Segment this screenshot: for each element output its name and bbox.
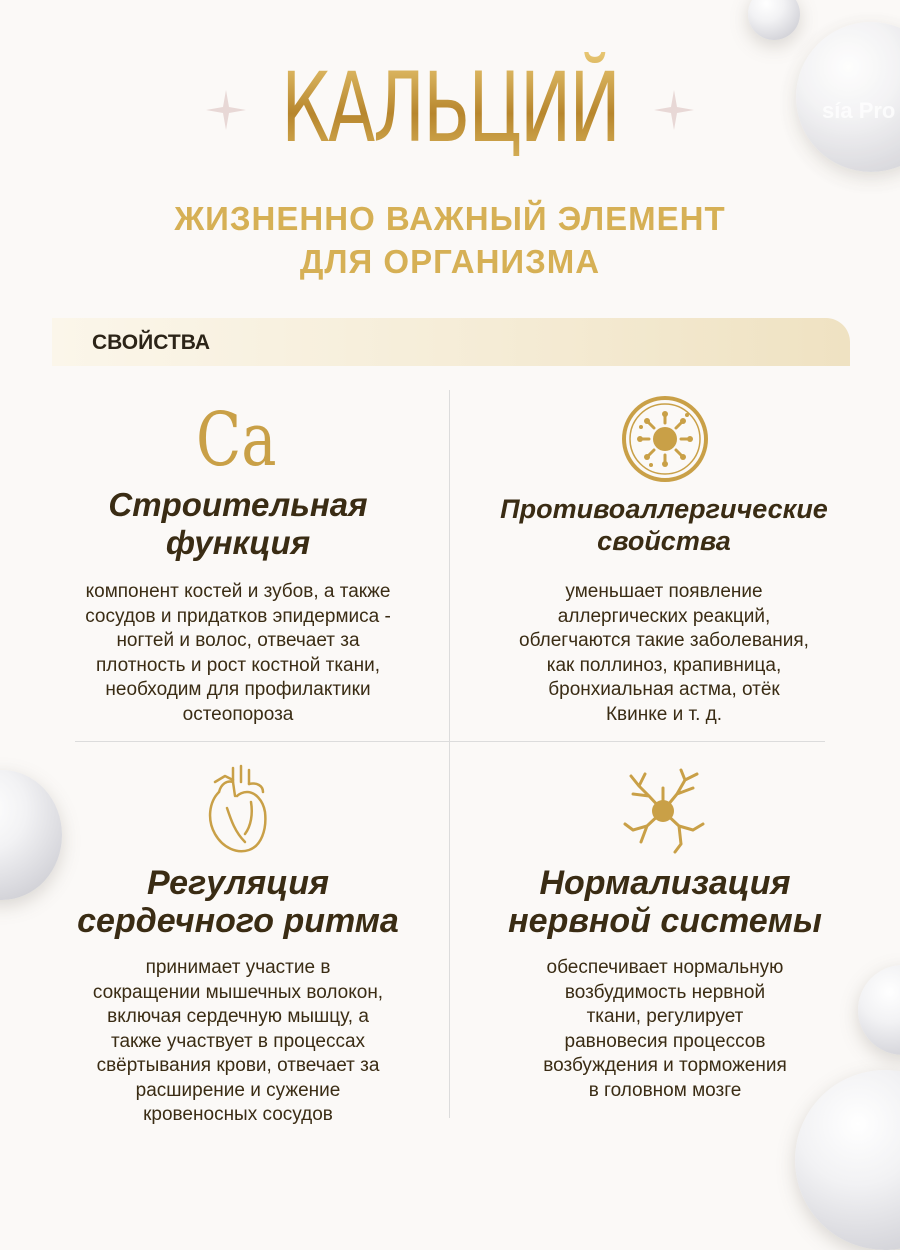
- card-heart-rhythm: [38, 864, 438, 1128]
- card-text-line: сокращении мышечных волокон,: [92, 981, 384, 1003]
- card-text-line: свёртывания крови, отвечает за: [96, 1055, 380, 1076]
- card-title-line-1: Нормализация: [539, 864, 791, 902]
- subtitle-line-2: ДЛЯ ОРГАНИЗМА: [299, 243, 601, 280]
- card-title-line-2: функция: [165, 524, 311, 561]
- card-building-function: [38, 486, 438, 727]
- card-nervous-system: [465, 864, 865, 1103]
- card-text-line: уменьшает появление: [565, 581, 763, 602]
- pearl-decoration-top: [748, 0, 800, 40]
- page-subtitle: [0, 197, 900, 283]
- card-text-line: равновесия процессов: [564, 1030, 766, 1052]
- card-text-line: облегчаются такие заболевания,: [519, 630, 809, 651]
- card-text-line: Квинке и т. д.: [605, 703, 723, 725]
- section-header-bar: [52, 318, 850, 366]
- card-text-line: обеспечивает нормальную: [546, 957, 784, 978]
- card-antiallergic: [464, 493, 864, 727]
- card-text: [38, 580, 438, 727]
- card-text-line: сосудов и придатков эпидермиса -: [85, 605, 391, 627]
- card-title: [38, 486, 438, 562]
- card-title-line-2: сердечного ритма: [77, 902, 399, 940]
- card-title: [464, 493, 864, 557]
- card-text-line: расширение и сужение: [135, 1079, 341, 1101]
- card-text-line: кровеносных сосудов: [143, 1104, 333, 1125]
- card-text-line: аллергических реакций,: [557, 605, 771, 627]
- card-text: [38, 956, 438, 1128]
- card-text-line: включая сердечную мышцу, а: [107, 1006, 369, 1027]
- card-title-line-1: Строительная: [108, 486, 368, 523]
- card-text-line: бронхиальная астма, отёк: [548, 679, 780, 700]
- card-title-line-2: нервной системы: [508, 902, 822, 940]
- card-text-line: также участвует в процессах: [110, 1030, 366, 1052]
- card-text-line: возбуждения и торможения: [543, 1055, 787, 1076]
- section-label: СВОЙСТВА: [92, 331, 210, 354]
- card-title-line-2: свойства: [597, 526, 731, 556]
- card-text: [464, 580, 864, 727]
- page-title: КАЛЬЦИЙ: [126, 52, 774, 164]
- card-text-line: компонент костей и зубов, а также: [85, 581, 391, 602]
- card-text-line: в головном мозге: [588, 1079, 742, 1101]
- virus-icon: [621, 395, 709, 483]
- grid-divider-vertical: [449, 390, 450, 1118]
- calcium-symbol-icon: Ca: [196, 397, 277, 483]
- card-title: [38, 864, 438, 940]
- watermark-text: sía Pro: [822, 98, 896, 123]
- sparkle-right-icon: [652, 88, 696, 132]
- card-text-line: принимает участие в: [145, 957, 331, 978]
- pearl-decoration-top-right: [796, 22, 900, 172]
- card-text-line: возбудимость нервной: [564, 981, 766, 1003]
- card-text-line: остеопороза: [182, 703, 294, 725]
- neuron-icon: [619, 768, 707, 854]
- card-text-line: необходим для профилактики: [105, 679, 371, 700]
- card-text-line: ногтей и волос, отвечает за: [116, 630, 360, 651]
- heart-icon: [205, 762, 271, 856]
- card-title-line-1: Противоаллергические: [500, 494, 828, 524]
- card-text: [465, 956, 865, 1103]
- card-text-line: ткани, регулирует: [586, 1006, 744, 1027]
- subtitle-line-1: ЖИЗНЕННО ВАЖНЫЙ ЭЛЕМЕНТ: [174, 200, 726, 237]
- card-title-line-1: Регуляция: [146, 864, 330, 902]
- card-text-line: плотность и рост костной ткани,: [95, 654, 381, 676]
- card-text-line: как поллиноз, крапивница,: [546, 654, 782, 676]
- card-title: [465, 864, 865, 940]
- grid-divider-horizontal: [75, 741, 825, 742]
